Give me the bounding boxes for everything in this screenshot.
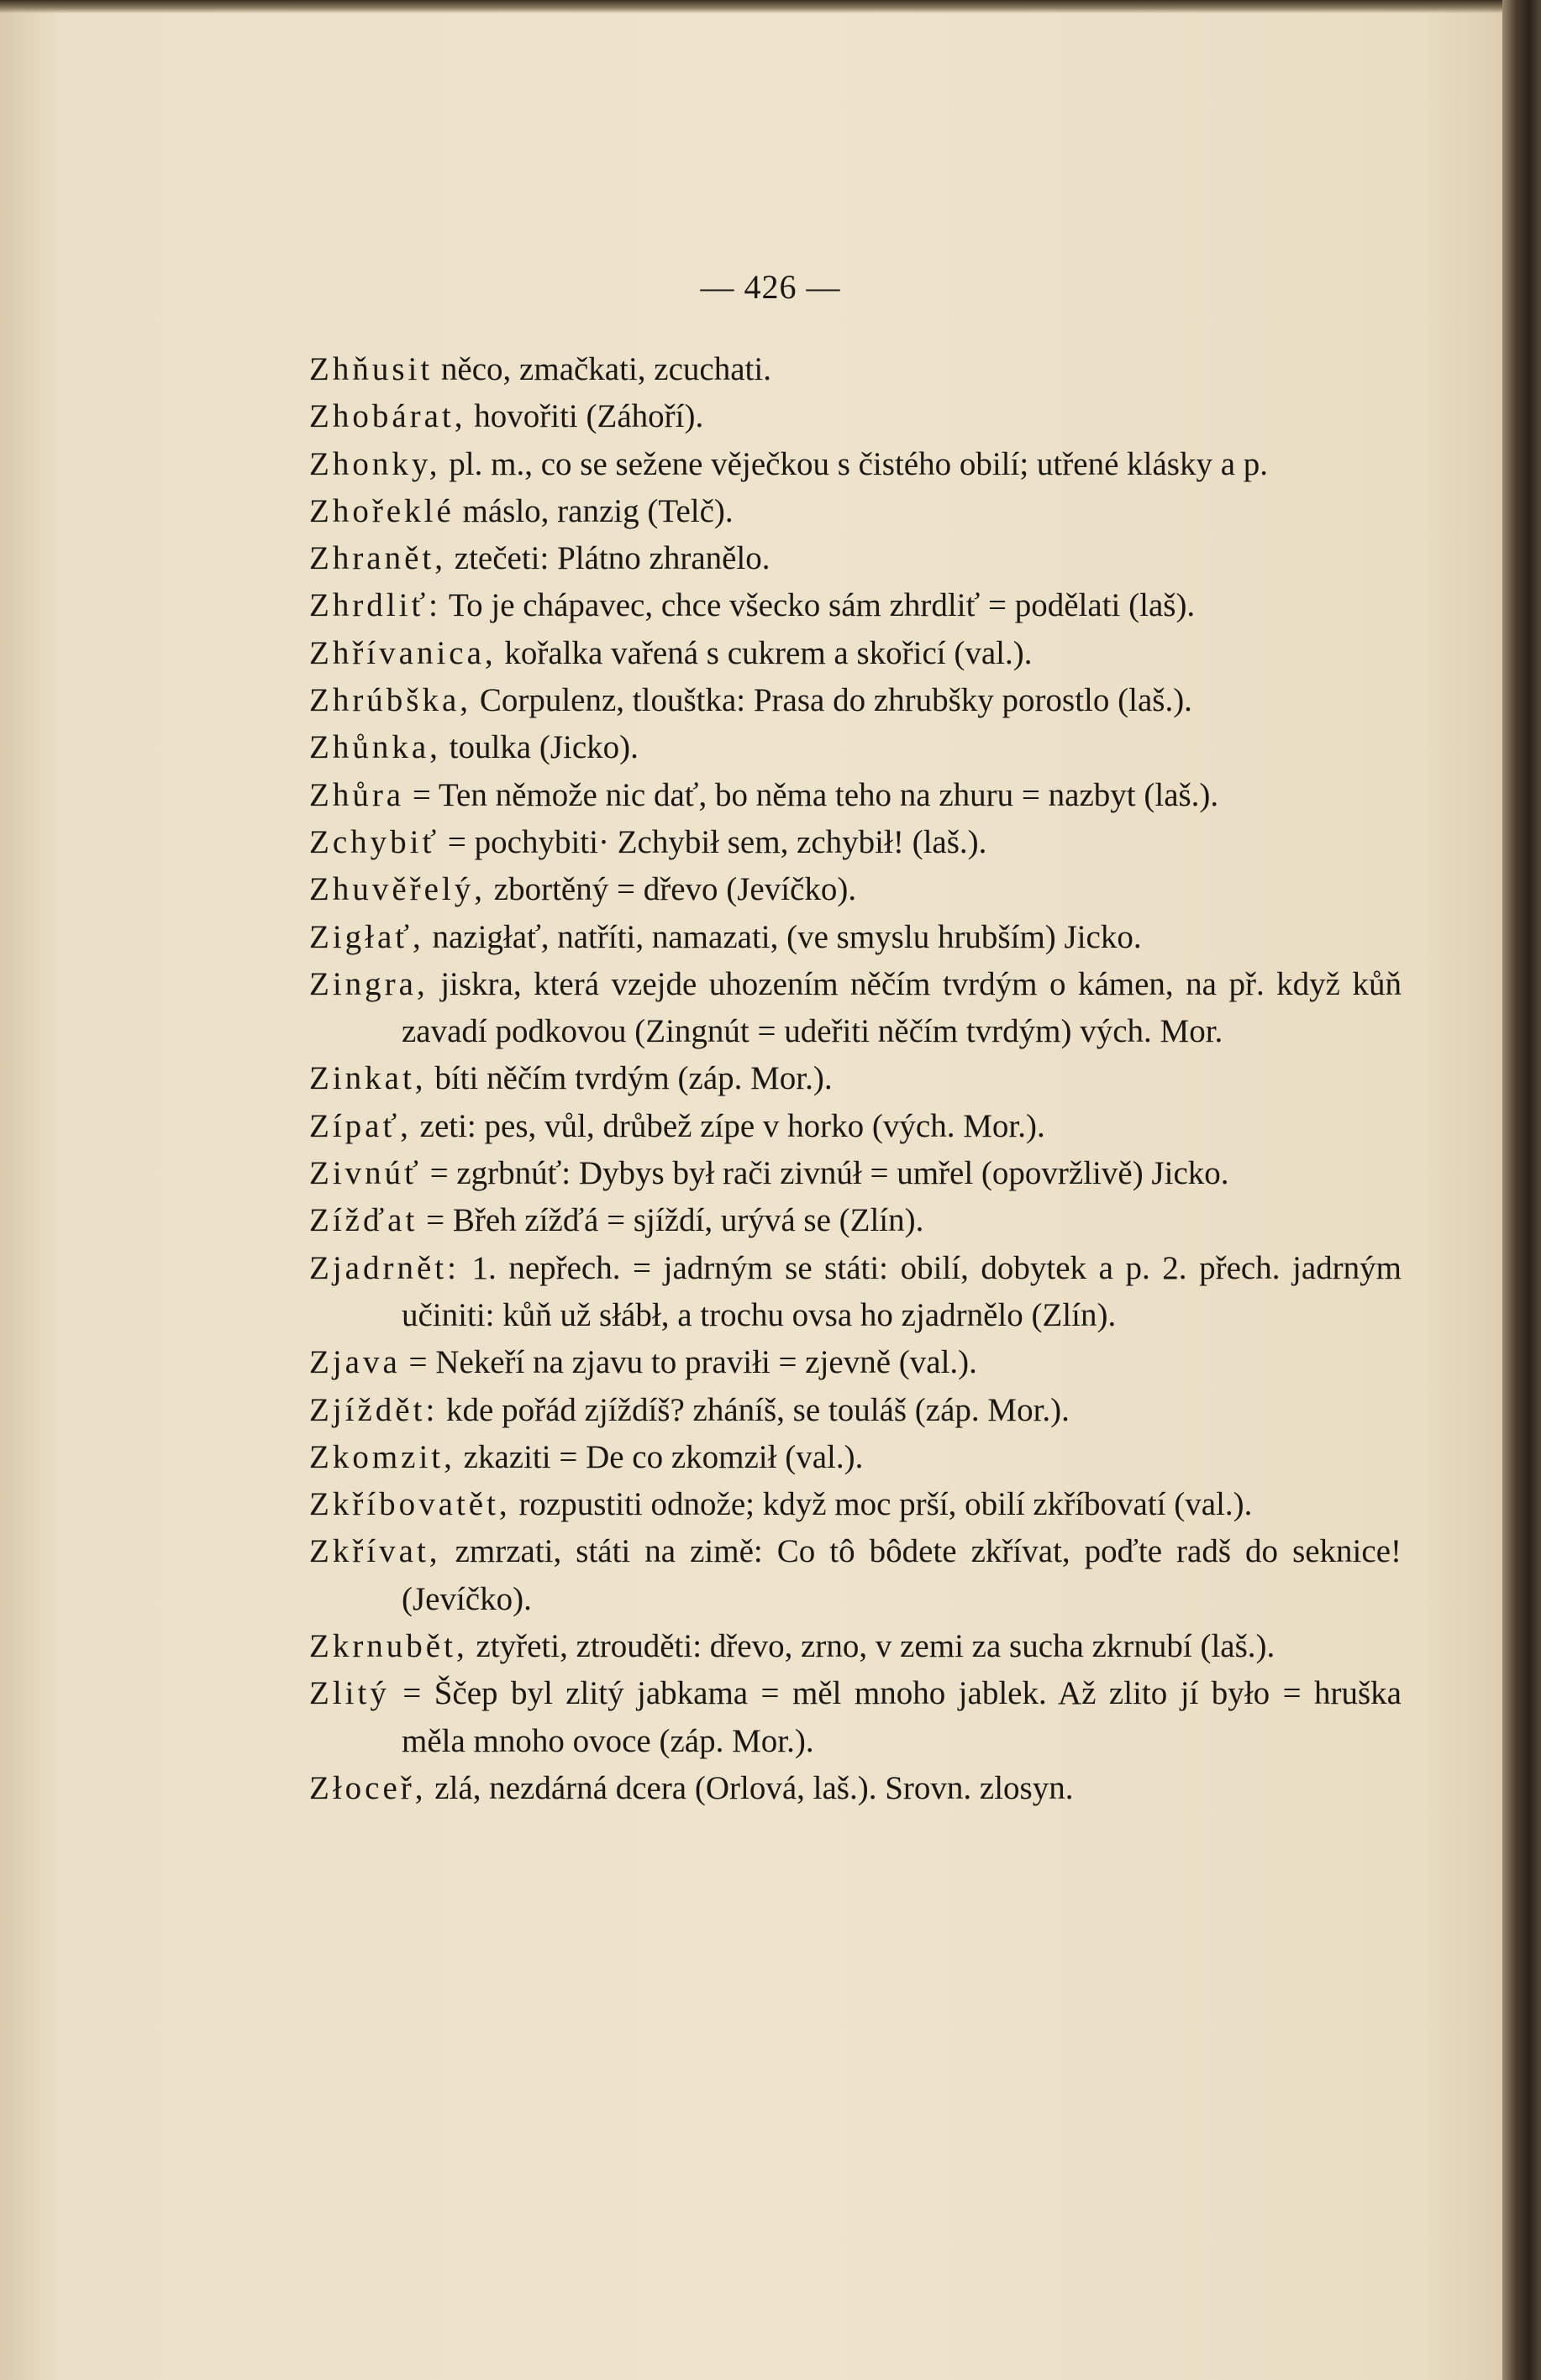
- entry-definition: = Ščep byl zlitý jabkama = měl mnoho jablek. Až zlito jí było = hruška měla mnoho ovoce (záp. Mor.).: [389, 1675, 1402, 1759]
- dictionary-entry: [309, 393, 1402, 440]
- entry-headword: Zjíždět:: [309, 1391, 439, 1428]
- entry-definition: To je chápavec, chce všecko sám zhrdliť = podělati (laš).: [440, 587, 1196, 624]
- entry-definition: 1. nepřech. = jadrným se státi: obilí, dobytek a p. 2. přech. jadrným učiniti: kůň už słábł, a trochu ovsa ho zjadrnělo (Zlín).: [402, 1249, 1402, 1333]
- entry-definition: Corpulenz, tlouštka: Prasa do zhrubšky porostlo (laš.).: [471, 682, 1192, 719]
- entry-definition: kde pořád zjíždíš? zháníš, se touláš (záp. Mor.).: [438, 1391, 1070, 1428]
- entry-headword: Zhůnka,: [309, 729, 441, 766]
- entry-headword: Zhřívanica,: [309, 634, 497, 671]
- entry-headword: Zhonky,: [309, 445, 441, 482]
- entry-headword: Zhranět,: [309, 540, 447, 577]
- entry-headword: Zhuvěřelý,: [309, 871, 486, 908]
- entry-definition: nazigłať, natříti, namazati, (ve smyslu hrubším) Jicko.: [423, 918, 1142, 955]
- dictionary-entry: [309, 772, 1402, 819]
- dictionary-entry: [309, 1055, 1402, 1102]
- entry-headword: Zigłať,: [309, 918, 424, 955]
- entry-definition: zmrzati, státi na zimě: Co tô bôdete zkřívat, poďte radš do seknice! (Jevíčko).: [402, 1533, 1402, 1617]
- entry-headword: Zkrnubět,: [309, 1628, 468, 1665]
- entry-definition: = Nekeří na zjavu to praviłi = zjevně (val.).: [400, 1344, 977, 1381]
- dictionary-entry: [309, 1339, 1402, 1386]
- page-top-edge: [0, 0, 1541, 13]
- entry-headword: Zivnúť: [309, 1155, 422, 1192]
- dictionary-entry: [309, 724, 1402, 771]
- dictionary-entry: [309, 346, 1402, 393]
- entry-headword: Zípať,: [309, 1107, 412, 1144]
- dictionary-entry: [309, 1528, 1402, 1623]
- dictionary-entry: [309, 441, 1402, 488]
- entry-headword: Zhrdliť:: [309, 587, 441, 624]
- entry-headword: Złoceř,: [309, 1769, 427, 1806]
- entry-definition: = zgrbnúť: Dybys był rači zivnúł = umřel (opovržlivě) Jicko.: [421, 1155, 1229, 1192]
- dictionary-entry: [309, 1670, 1402, 1765]
- dictionary-entry: [309, 677, 1402, 724]
- entry-headword: Zjadrnět:: [309, 1249, 460, 1286]
- dictionary-entry: [309, 488, 1402, 535]
- dictionary-entry: [309, 535, 1402, 582]
- dictionary-entry: [309, 630, 1402, 677]
- dictionary-entry: [309, 1765, 1402, 1812]
- entry-headword: Zinkat,: [309, 1060, 427, 1097]
- entry-headword: Zkřívat,: [309, 1533, 441, 1570]
- entry-definition: kořalka vařená s cukrem a skořicí (val.).: [496, 634, 1033, 671]
- entry-headword: Zjava: [309, 1344, 401, 1381]
- dictionary-entry: [309, 819, 1402, 866]
- dictionary-entry: [309, 1150, 1402, 1197]
- entry-definition: rozpustiti odnože; když moc prší, obilí zkříbovatí (val.).: [510, 1486, 1253, 1523]
- dictionary-entry: [309, 961, 1402, 1056]
- entry-definition: hovořiti (Záhoří).: [465, 398, 704, 435]
- dictionary-entry: [309, 1245, 1402, 1340]
- entry-headword: Zhrúbška,: [309, 682, 472, 719]
- entry-headword: Zhořeklé: [309, 492, 455, 529]
- entry-definition: ztyřeti, ztrouděti: dřevo, zrno, v zemi za sucha zkrnubí (laš.).: [467, 1628, 1275, 1665]
- entry-headword: Zlitý: [309, 1675, 390, 1712]
- entry-definition: máslo, ranzig (Telč).: [454, 492, 734, 529]
- entry-definition: zbortěný = dřevo (Jevíčko).: [486, 871, 857, 908]
- dictionary-entries: [309, 346, 1402, 1812]
- entry-definition: ztečeti: Plátno zhranělo.: [446, 540, 770, 577]
- dictionary-entry: [309, 582, 1402, 629]
- entry-definition: = Ten němože nic dať, bo něma teho na zhuru = nazbyt (laš.).: [404, 776, 1219, 813]
- entry-headword: Zkříbovatět,: [309, 1486, 511, 1523]
- dictionary-entry: [309, 1103, 1402, 1150]
- entry-headword: Zhobárat,: [309, 398, 466, 435]
- entry-headword: Zkomzit,: [309, 1438, 455, 1475]
- entry-definition: pl. m., co se sežene věječkou s čistého obilí; utřené klásky a p.: [440, 445, 1269, 482]
- dictionary-entry: [309, 1197, 1402, 1244]
- entry-definition: = pochybiti· Zchybił sem, zchybił! (laš.).: [439, 823, 987, 860]
- entry-definition: zkaziti = De co zkomził (val.).: [455, 1438, 864, 1475]
- entry-definition: = Břeh zížďá = sjíždí, urývá se (Zlín).: [418, 1202, 924, 1239]
- dictionary-entry: [309, 866, 1402, 913]
- entry-definition: zlá, nezdárná dcera (Orlová, laš.). Srovn. zlosyn.: [426, 1769, 1074, 1806]
- entry-headword: Zhňusit: [309, 351, 434, 387]
- dictionary-entry: [309, 1387, 1402, 1434]
- dictionary-entry: [309, 1481, 1402, 1528]
- entry-definition: toulka (Jicko).: [440, 729, 639, 766]
- dictionary-entry: [309, 1623, 1402, 1670]
- entry-headword: Zchybiť: [309, 823, 440, 860]
- entry-definition: zeti: pes, vůl, drůbež zípe v horko (vých. Mor.).: [411, 1107, 1045, 1144]
- dictionary-entry: [309, 914, 1402, 961]
- page-number: — 426 —: [700, 268, 841, 306]
- entry-headword: Zhůra: [309, 776, 405, 813]
- entry-definition: bíti něčím tvrdým (záp. Mor.).: [426, 1060, 833, 1097]
- dictionary-entry: [309, 1434, 1402, 1481]
- entry-headword: Zížďat: [309, 1202, 418, 1239]
- book-binding-edge: [1502, 0, 1541, 2380]
- entry-headword: Zingra,: [309, 965, 429, 1002]
- entry-definition: něco, zmačkati, zcuchati.: [433, 351, 771, 387]
- entry-definition: jiskra, která vzejde uhozením něčím tvrdým o kámen, na př. když kůň zavadí podkovou (Zingnút = udeřiti něčím tvrdým) vých. Mor.: [402, 965, 1402, 1050]
